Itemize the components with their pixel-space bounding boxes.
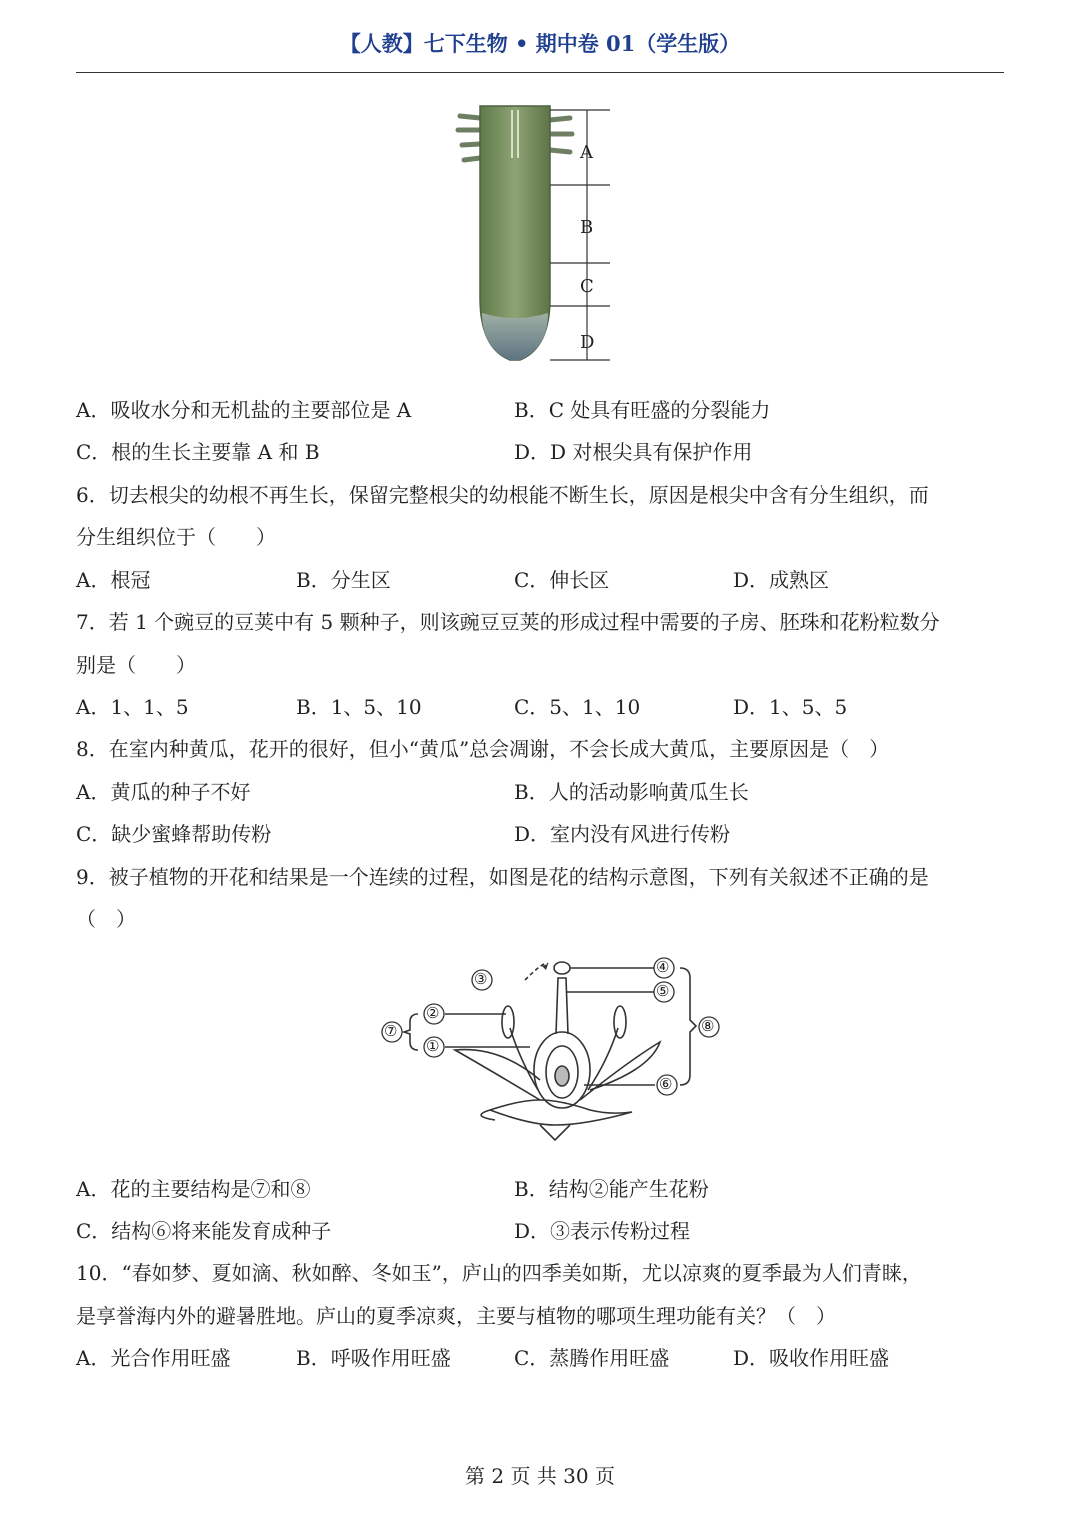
root-label-d: D bbox=[580, 332, 595, 353]
flower-label-2: ② bbox=[426, 1004, 440, 1022]
header-divider bbox=[76, 72, 1004, 73]
root-label-b: B bbox=[580, 217, 594, 238]
q7-stem-line2: 别是（ ） bbox=[76, 653, 196, 677]
root-label-c: C bbox=[580, 276, 594, 297]
q10-stem-line2: 是享誉海内外的避暑胜地。庐山的夏季凉爽，主要与植物的哪项生理功能有关？（ ） bbox=[76, 1304, 836, 1328]
q9-option-c: C．结构⑥将来能发育成种子 bbox=[76, 1219, 332, 1243]
flower-label-7: ⑦ bbox=[384, 1022, 398, 1040]
q7-option-c: C．5、1、10 bbox=[514, 695, 641, 719]
q6-option-b: B．分生区 bbox=[296, 568, 391, 592]
root-label-a: A bbox=[580, 142, 593, 163]
q9-option-a: A．花的主要结构是⑦和⑧ bbox=[76, 1177, 311, 1201]
q9-option-b: B．结构②能产生花粉 bbox=[514, 1177, 709, 1201]
q7-option-b: B．1、5、10 bbox=[296, 695, 422, 719]
q8-option-c: C．缺少蜜蜂帮助传粉 bbox=[76, 822, 272, 846]
q8-option-a: A．黄瓜的种子不好 bbox=[76, 780, 251, 804]
q10-option-c: C．蒸腾作用旺盛 bbox=[514, 1346, 670, 1370]
q6-stem-line2: 分生组织位于（ ） bbox=[76, 525, 276, 549]
q8-option-b: B．人的活动影响黄瓜生长 bbox=[514, 780, 749, 804]
flower-structure-diagram bbox=[370, 950, 730, 1150]
flower-label-1: ① bbox=[426, 1037, 440, 1055]
q8-stem-line1: 8．在室内种黄瓜，花开的很好，但小“黄瓜”总会凋谢，不会长成大黄瓜，主要原因是（ ） bbox=[76, 737, 890, 761]
page-header-title: 【人教】七下生物 • 期中卷 01（学生版） bbox=[339, 31, 741, 56]
q9-stem-line1: 9．被子植物的开花和结果是一个连续的过程，如图是花的结构示意图，下列有关叙述不正确的是 bbox=[76, 865, 929, 889]
q10-option-b: B．呼吸作用旺盛 bbox=[296, 1346, 451, 1370]
page-footer: 第 2 页 共 30 页 bbox=[465, 1464, 615, 1488]
flower-label-3: ③ bbox=[474, 970, 488, 988]
q10-stem-line1: 10．“春如梦、夏如滴、秋如醉、冬如玉”，庐山的四季美如斯，尤以凉爽的夏季最为人们青睐， bbox=[76, 1261, 922, 1285]
q6-option-d: D．成熟区 bbox=[733, 568, 830, 592]
q5-option-c: C．根的生长主要靠 A 和 B bbox=[76, 440, 320, 464]
q5-option-d: D．D 对根尖具有保护作用 bbox=[514, 440, 753, 464]
root-tip-diagram bbox=[450, 98, 650, 368]
q5-option-b: B．C 处具有旺盛的分裂能力 bbox=[514, 398, 771, 422]
q9-stem-line2: （ ） bbox=[76, 907, 136, 931]
q5-option-a: A．吸收水分和无机盐的主要部位是 A bbox=[76, 398, 412, 422]
q9-option-d: D．③表示传粉过程 bbox=[514, 1219, 691, 1243]
flower-label-5: ⑤ bbox=[656, 982, 670, 1000]
flower-label-8: ⑧ bbox=[701, 1017, 715, 1035]
q7-option-a: A．1、1、5 bbox=[76, 695, 189, 719]
q8-option-d: D．室内没有风进行传粉 bbox=[514, 822, 731, 846]
flower-label-6: ⑥ bbox=[659, 1075, 673, 1093]
q7-stem-line1: 7．若 1 个豌豆的豆荚中有 5 颗种子，则该豌豆豆荚的形成过程中需要的子房、胚珠和花粉粒数分 bbox=[76, 610, 940, 634]
q10-option-d: D．吸收作用旺盛 bbox=[733, 1346, 890, 1370]
flower-label-4: ④ bbox=[656, 958, 670, 976]
q6-option-a: A．根冠 bbox=[76, 568, 151, 592]
q10-option-a: A．光合作用旺盛 bbox=[76, 1346, 231, 1370]
q7-option-d: D．1、5、5 bbox=[733, 695, 848, 719]
q6-stem-line1: 6．切去根尖的幼根不再生长，保留完整根尖的幼根能不断生长，原因是根尖中含有分生组织，而 bbox=[76, 483, 929, 507]
q6-option-c: C．伸长区 bbox=[514, 568, 610, 592]
